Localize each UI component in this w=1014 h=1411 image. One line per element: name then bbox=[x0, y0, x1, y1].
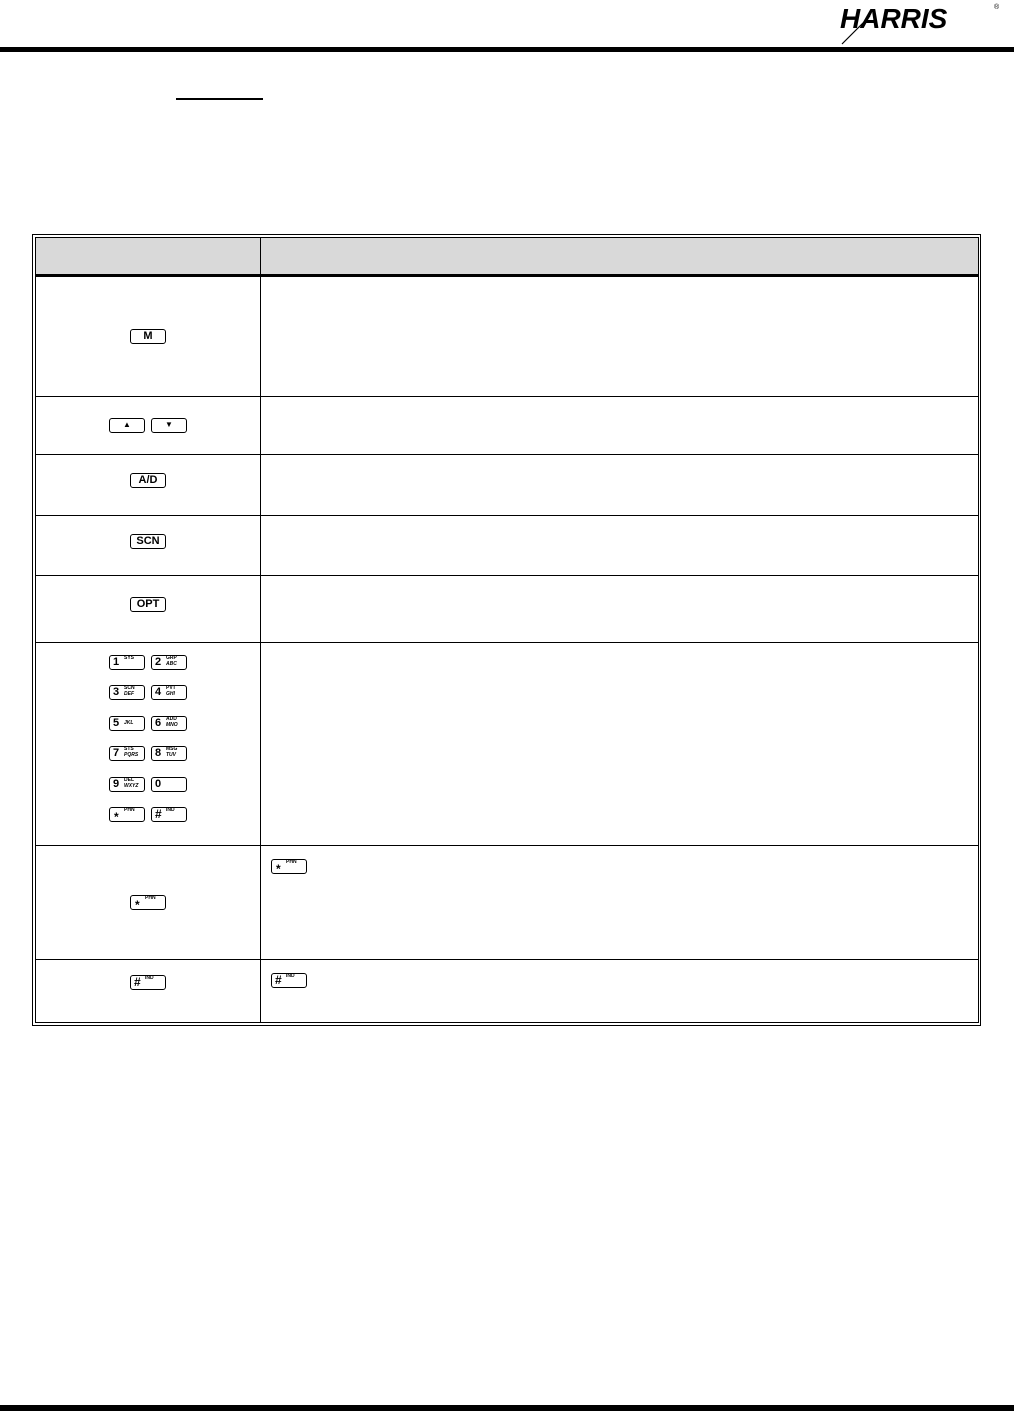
section-heading-underline bbox=[176, 98, 263, 100]
table-row bbox=[36, 397, 979, 455]
description-cell bbox=[261, 516, 979, 576]
key-0: 0 bbox=[151, 777, 187, 792]
key-star: * PHN bbox=[109, 807, 145, 822]
table-row bbox=[36, 643, 979, 846]
table-header-row bbox=[36, 238, 979, 276]
harris-logo bbox=[806, 0, 1006, 48]
description-cell bbox=[261, 455, 979, 516]
keypad-row bbox=[36, 769, 260, 800]
header-rule bbox=[0, 47, 1014, 52]
keypad-cell bbox=[36, 643, 261, 846]
key-cell bbox=[36, 846, 261, 960]
key-8: 8 MSG TUV bbox=[151, 746, 187, 761]
description-cell bbox=[261, 960, 979, 1023]
ad-key: A/D bbox=[130, 473, 166, 488]
key-hash: # IND bbox=[151, 807, 187, 822]
key-cell bbox=[36, 397, 261, 455]
key-2: 2 GRP ABC bbox=[151, 655, 187, 670]
key-cell bbox=[36, 576, 261, 643]
key-4: 4 PVT GHI bbox=[151, 685, 187, 700]
key-6: 6 ADD MNO bbox=[151, 716, 187, 731]
key-cell bbox=[36, 276, 261, 397]
description-cell bbox=[261, 643, 979, 846]
menu-key: M bbox=[130, 329, 166, 344]
phone-key: * PHN bbox=[130, 895, 166, 910]
key-cell bbox=[36, 455, 261, 516]
table-row bbox=[36, 455, 979, 516]
key-1: 1 SYS bbox=[109, 655, 145, 670]
header-function-column bbox=[261, 238, 979, 276]
description-cell bbox=[261, 846, 979, 960]
keypad-row bbox=[36, 800, 260, 831]
description-cell bbox=[261, 397, 979, 455]
up-arrow-key: ▲ bbox=[109, 418, 145, 433]
key-cell bbox=[36, 516, 261, 576]
option-key: OPT bbox=[130, 597, 166, 612]
registered-mark: ® bbox=[994, 4, 1000, 11]
description-cell bbox=[261, 276, 979, 397]
keypad-row bbox=[36, 678, 260, 709]
keypad-row bbox=[36, 708, 260, 739]
description-cell bbox=[261, 576, 979, 643]
key-9: 9 DEL WXYZ bbox=[109, 777, 145, 792]
scan-key: SCN bbox=[130, 534, 166, 549]
key-5: 5 JKL bbox=[109, 716, 145, 731]
table-row bbox=[36, 846, 979, 960]
table-row bbox=[36, 576, 979, 643]
individual-key-inline: # IND bbox=[271, 973, 307, 988]
key-7: 7 STS PQRS bbox=[109, 746, 145, 761]
footer-rule bbox=[0, 1405, 1014, 1411]
table-row bbox=[36, 276, 979, 397]
logo-text: HARRIS bbox=[840, 3, 948, 34]
key-3: 3 SCN DEF bbox=[109, 685, 145, 700]
key-function-table bbox=[35, 237, 979, 1023]
phone-key-inline: * PHN bbox=[271, 859, 307, 874]
table-row bbox=[36, 516, 979, 576]
individual-key: # IND bbox=[130, 975, 166, 990]
keypad-row bbox=[36, 739, 260, 770]
down-arrow-key: ▼ bbox=[151, 418, 187, 433]
key-cell bbox=[36, 960, 261, 1023]
header-key-column bbox=[36, 238, 261, 276]
keypad-row bbox=[36, 647, 260, 678]
table-row bbox=[36, 960, 979, 1023]
